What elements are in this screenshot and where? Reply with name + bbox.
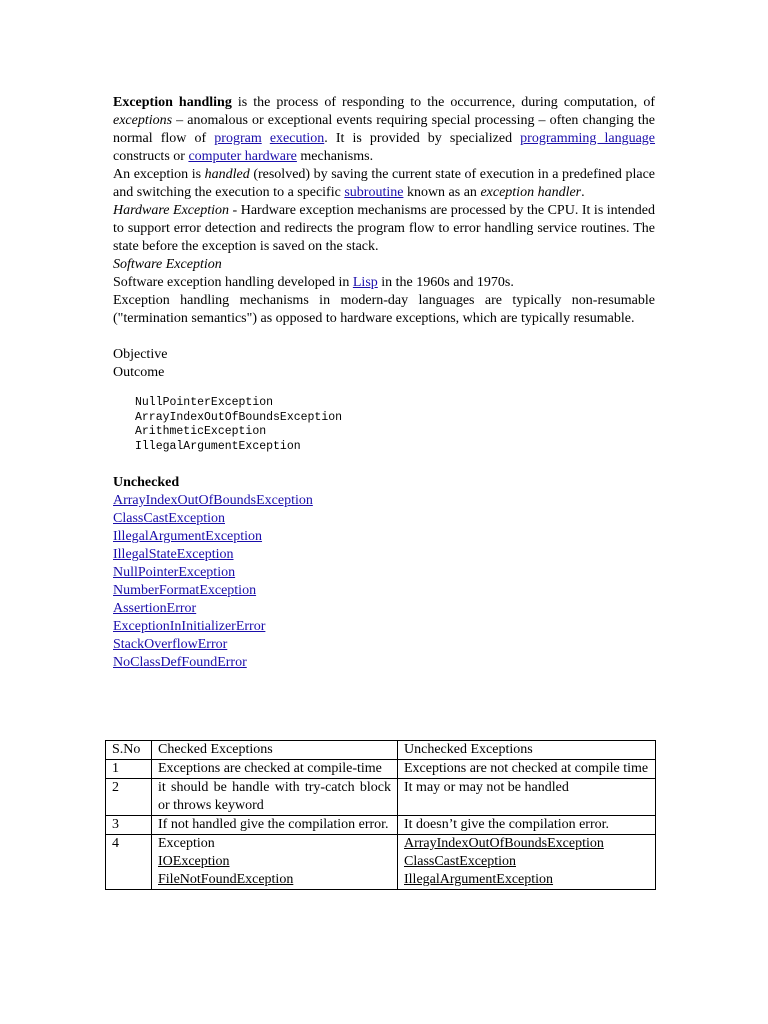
checked-exception-name: Exception [158,836,215,851]
table-row [106,816,656,835]
table-header-row [106,741,656,760]
link-programming-language[interactable]: programming language [520,131,656,146]
cell-unchecked: It doesn’t give the compilation error. [398,816,656,835]
code-block [135,396,655,454]
handled-paragraph: An exception is handled (resolved) by saving the current state of execution in a predefined place and switching the execution to a specific subroutine known as an exception handler. [113,167,655,200]
link-computer-hardware[interactable]: computer hardware [188,149,297,164]
checked-exception-name: FileNotFoundException [158,872,294,887]
cell-unchecked: It may or may not be handled [398,779,656,816]
resumable-paragraph: Exception handling mechanisms in modern-day languages are typically non-resumable ("termination semantics") as opposed to hardware exceptions, which are typically resumable. [113,293,655,326]
unchecked-link[interactable]: IllegalStateException [113,547,234,562]
code-line: ArithmeticException [135,425,267,438]
cell-checked: Exceptions are checked at compile-time [152,760,398,779]
unchecked-link[interactable]: ArrayIndexOutOfBoundsException [113,493,313,508]
code-line: NullPointerException [135,396,274,409]
intro-paragraph: Exception handling is the process of responding to the occurrence, during computation, of exceptions – anomalous or exceptional events requiring special processing – often changing the normal flow of program execution. It is provided by specialized programming language constructs or computer hardware mechanisms. [113,95,656,164]
cell-sno: 4 [106,835,152,890]
spacer [113,328,655,346]
hardware-exception-paragraph: Hardware Exception - Hardware exception mechanisms are processed by the CPU. It is intended to support error detection and redirects the program flow to error handling service routines. The state before the exception is saved on the stack. [113,203,655,254]
link-subroutine[interactable]: subroutine [344,185,404,200]
table-row [106,779,656,816]
document-body [113,94,655,672]
cell-unchecked [398,835,656,890]
unchecked-exception-name: IllegalArgumentException [404,872,554,887]
code-line: ArrayIndexOutOfBoundsException [135,410,343,424]
unchecked-link[interactable]: IllegalArgumentException [113,529,263,544]
header-checked: Checked Exceptions [152,741,398,760]
checked-exception-name: IOException [158,854,230,869]
unchecked-link[interactable]: NumberFormatException [113,583,257,598]
cell-sno: 2 [106,779,152,816]
lisp-paragraph: Software exception handling developed in Lisp in the 1960s and 1970s. [113,275,514,290]
unchecked-link[interactable]: NullPointerException [113,565,236,580]
objective-label: Objective [113,347,168,362]
unchecked-link[interactable]: StackOverflowError [113,637,228,652]
unchecked-link[interactable]: ClassCastException [113,511,225,526]
code-line: IllegalArgumentException [135,439,301,453]
cell-checked: it should be handle with try-catch block or throws keyword [152,779,398,816]
header-unchecked: Unchecked Exceptions [398,741,656,760]
link-execution[interactable]: execution [269,131,325,146]
unchecked-link[interactable]: NoClassDefFoundError [113,655,247,670]
software-exception-heading: Software Exception [113,257,222,272]
cell-checked [152,835,398,890]
cell-unchecked: Exceptions are not checked at compile time [398,760,656,779]
comparison-table [105,740,656,890]
link-lisp[interactable]: Lisp [352,275,378,290]
table-row [106,760,656,779]
cell-checked: If not handled give the compilation error. [152,816,398,835]
outcome-label: Outcome [113,365,165,380]
unchecked-exception-name: ClassCastException [404,854,516,869]
term-exception-handling: Exception handling [113,95,232,110]
cell-sno: 1 [106,760,152,779]
unchecked-list [113,474,655,672]
unchecked-link[interactable]: AssertionError [113,601,197,616]
unchecked-exception-name: ArrayIndexOutOfBoundsException [404,836,604,851]
table-row [106,835,656,890]
header-sno: S.No [106,741,152,760]
cell-sno: 3 [106,816,152,835]
link-program[interactable]: program [214,131,262,146]
unchecked-heading: Unchecked [113,475,180,490]
unchecked-link[interactable]: ExceptionInInitializerError [113,619,266,634]
